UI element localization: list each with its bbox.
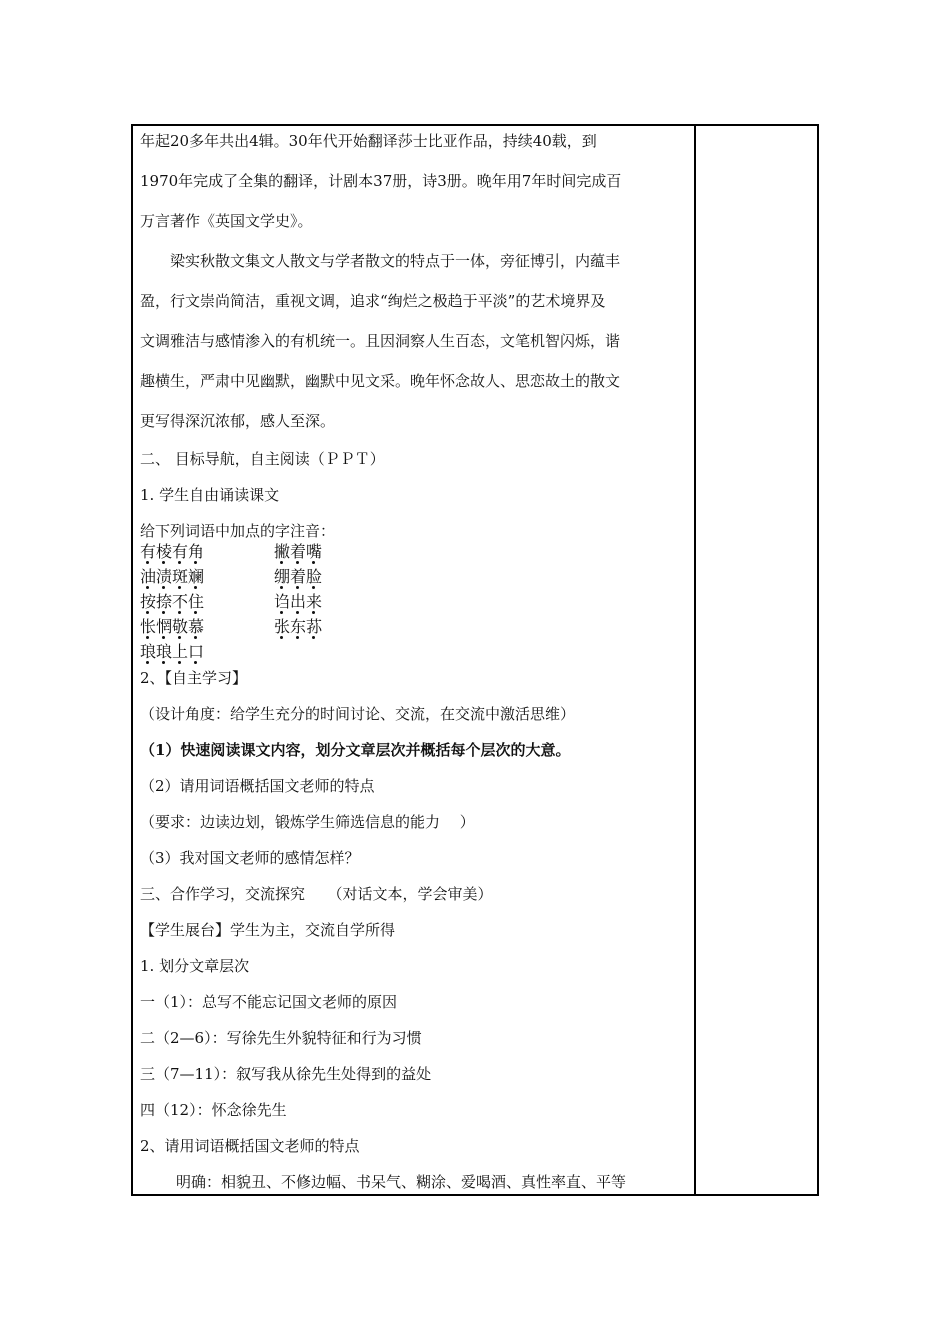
text-line: 梁实秋散文集文人散文与学者散文的特点于一体，旁征博引，内蕴丰 — [170, 252, 621, 270]
text-line: 1970年完成了全集的翻译，计剧本37册，诗3册。晚年用7年时间完成百 — [140, 172, 622, 190]
text-line: 万言著作《英国文学史》。 — [140, 212, 313, 230]
section-heading: 三、合作学习，交流探究 （对话文本，学会审美） — [140, 885, 493, 903]
section-heading: 二、 目标导航，自主阅读（ＰＰＴ） — [140, 450, 385, 468]
text-line: 1. 学生自由诵读课文 — [140, 486, 280, 504]
text-line: 2、请用词语概括国文老师的特点 — [140, 1137, 360, 1155]
text-line: 三（7—11）：叙写我从徐先生处得到的益处 — [140, 1065, 432, 1083]
text-line: 年起20多年共出4辑。30年代开始翻译莎士比亚作品，持续40载，到 — [140, 132, 597, 150]
text-line: （要求：边读边划，锻炼学生筛选信息的能力 ） — [140, 813, 475, 831]
column-divider — [694, 124, 696, 1196]
vocab-item: 张东荪 — [274, 617, 323, 636]
text-line: 趣横生，严肃中见幽默，幽默中见文采。晚年怀念故人、思恋故土的散文 — [140, 372, 621, 390]
vocab-item: 绷着脸 — [274, 567, 323, 586]
text-line: （设计角度：给学生充分的时间讨论、交流，在交流中激活思维） — [140, 705, 576, 723]
vocab-item: 琅琅上口 — [140, 642, 205, 661]
text-line: 给下列词语中加点的字注音： — [140, 522, 336, 540]
vocab-item: 撇着嘴 — [274, 542, 323, 561]
text-line: 盈，行文崇尚简洁，重视文调，追求“绚烂之极趋于平淡”的艺术境界及 — [140, 292, 606, 310]
task-item: （3）我对国文老师的感情怎样？ — [140, 849, 360, 867]
vocab-item: 按捺不住 — [140, 592, 205, 611]
text-line: 1. 划分文章层次 — [140, 957, 250, 975]
task-item: （2）请用词语概括国文老师的特点 — [140, 777, 375, 795]
vocab-item: 怅惘敬慕 — [140, 617, 205, 636]
vocab-item: 有棱有角 — [140, 542, 205, 561]
text-line: 更写得深沉浓郁，感人至深。 — [140, 412, 336, 430]
content-cell — [140, 124, 688, 1196]
text-line: 四（12）：怀念徐先生 — [140, 1101, 287, 1119]
text-line: 文调雅洁与感情渗入的有机统一。且因洞察人生百态，文笔机智闪烁，谐 — [140, 332, 621, 350]
vocab-item: 油渍斑斓 — [140, 567, 205, 586]
text-line: 【学生展台】学生为主，交流自学所得 — [140, 921, 396, 939]
section-heading: 2、【自主学习】 — [140, 669, 248, 687]
text-line: 明确：相貌丑、不修边幅、书呆气、糊涂、爱喝酒、真性率直、平等 — [176, 1173, 627, 1191]
vocab-item: 诌出来 — [274, 592, 323, 611]
text-line: 二（2—6）：写徐先生外貌特征和行为习惯 — [140, 1029, 422, 1047]
text-line: 一（1）：总写不能忘记国文老师的原因 — [140, 993, 398, 1011]
task-item: （1）快速阅读课文内容，划分文章层次并概括每个层次的大意。 — [140, 741, 571, 759]
